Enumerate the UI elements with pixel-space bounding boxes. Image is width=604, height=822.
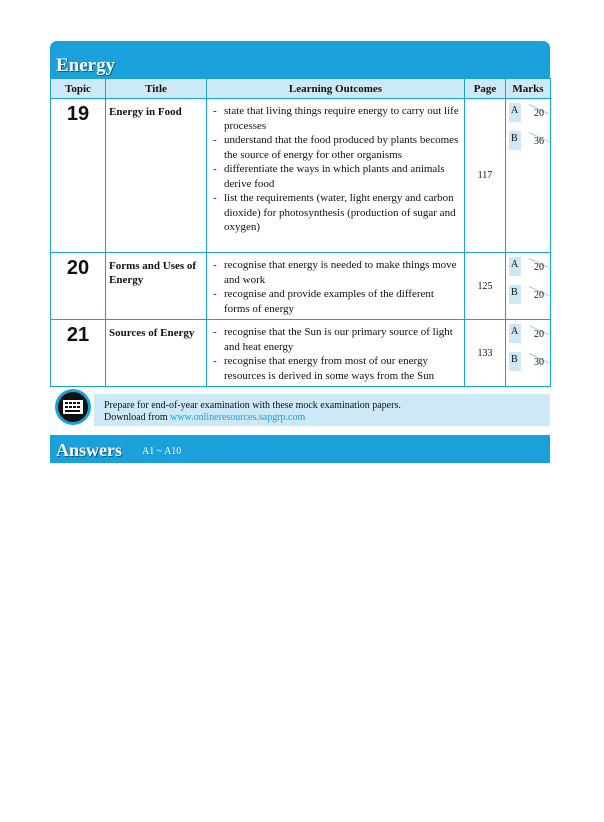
- marks-paper-a: A 20: [509, 257, 547, 276]
- page-number: 117: [465, 99, 506, 253]
- topic-title: Forms and Uses of Energy: [106, 253, 207, 320]
- topic-title: Energy in Food: [106, 99, 207, 253]
- outcome-item: - recognise that energy is needed to make things move and work: [213, 259, 457, 286]
- header-marks: Marks: [506, 79, 551, 99]
- table-row: [51, 320, 551, 387]
- outcome-item: - understand that the food produced by plants becomes the source of energy for other organisms: [213, 134, 459, 161]
- resources-link[interactable]: www.onlineresources.sapgrp.com: [170, 412, 306, 423]
- notice-download: Download from www.onlineresources.sapgrp.com: [104, 412, 306, 423]
- page-number: 125: [465, 253, 506, 320]
- energy-section: [50, 41, 550, 387]
- header-topic: Topic: [51, 79, 106, 99]
- marks-paper-b: B 20: [509, 285, 547, 304]
- outcome-item: - recognise and provide examples of the different forms of energy: [213, 288, 434, 315]
- outcome-item: - recognise that the Sun is our primary source of light and heat energy: [213, 326, 453, 353]
- marks-paper-a: A 20: [509, 324, 547, 343]
- topic-number: 20: [51, 253, 106, 320]
- notice-text: Prepare for end-of-year examination with these mock examination papers.: [104, 400, 401, 411]
- section-header: [50, 41, 550, 78]
- table-row: [51, 253, 551, 320]
- outcome-item: - differentiate the ways in which plants and animals derive food: [213, 163, 445, 190]
- header-page: Page: [465, 79, 506, 99]
- topic-number: 19: [51, 99, 106, 253]
- outcome-item: - list the requirements (water, light energy and carbon dioxide) for photosynthesis (production of sugar and oxygen): [213, 192, 456, 233]
- outcome-item: - state that living things require energy to carry out life processes: [213, 105, 459, 132]
- header-outcomes: Learning Outcomes: [207, 79, 465, 99]
- marks-paper-b: B 36: [509, 131, 547, 150]
- topic-number: 21: [51, 320, 106, 387]
- table-row: [51, 99, 551, 253]
- online-resources-icon: [54, 388, 92, 426]
- marks-cell: [506, 253, 551, 320]
- topic-title: Sources of Energy: [106, 320, 207, 387]
- header-title: Title: [106, 79, 207, 99]
- learning-outcomes: [207, 99, 465, 253]
- answers-pages: A1 ~ A10: [142, 446, 182, 457]
- download-notice: [50, 384, 550, 426]
- answers-bar: [50, 435, 550, 463]
- learning-outcomes: [207, 320, 465, 387]
- page-number: 133: [465, 320, 506, 387]
- outcome-item: - recognise that energy from most of our energy resources is derived in some ways from the Sun: [213, 355, 435, 382]
- marks-cell: [506, 99, 551, 253]
- learning-outcomes: [207, 253, 465, 320]
- table-header-row: [51, 79, 551, 99]
- section-title: Energy: [56, 55, 116, 76]
- marks-paper-b: B 30: [509, 352, 547, 371]
- answers-title: Answers: [56, 440, 122, 460]
- topics-table: [50, 78, 551, 387]
- marks-paper-a: A 20: [509, 103, 547, 122]
- marks-cell: [506, 320, 551, 387]
